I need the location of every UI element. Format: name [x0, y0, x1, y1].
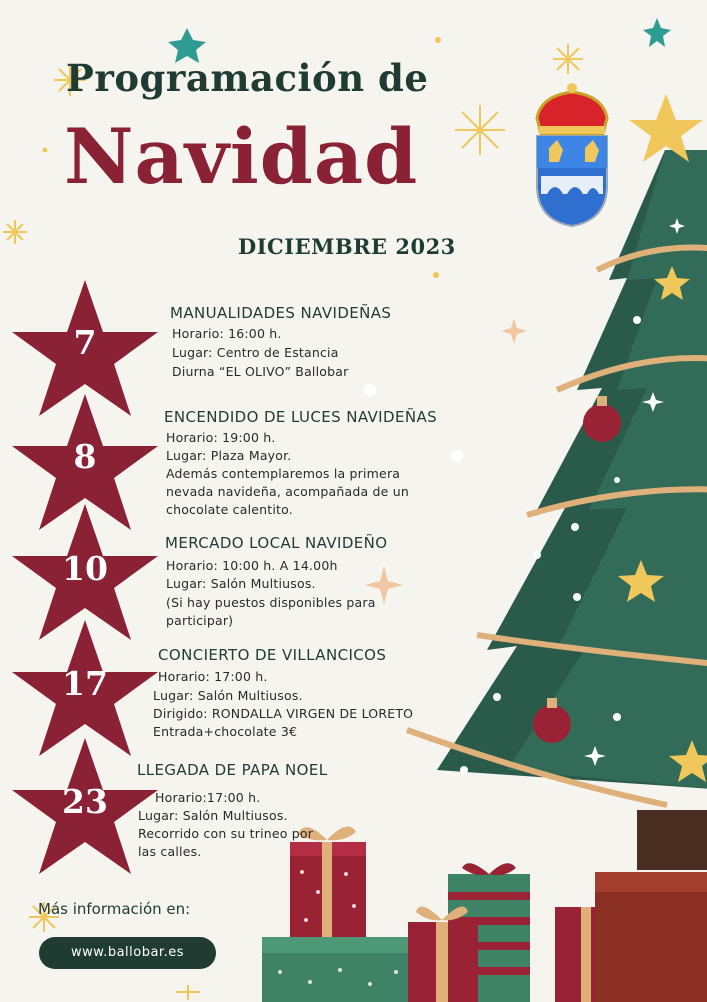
- event-detail: chocolate calentito.: [166, 502, 293, 517]
- event-day: 7: [73, 323, 97, 362]
- event-detail: las calles.: [138, 844, 202, 859]
- event-title: CONCIERTO DE VILLANCICOS: [158, 646, 387, 664]
- title-line-1: Programación de: [66, 56, 429, 100]
- event-detail: participar): [166, 613, 234, 628]
- event-detail: Lugar: Centro de Estancia: [172, 345, 339, 360]
- event-detail: Horario: 19:00 h.: [166, 430, 276, 445]
- website-link[interactable]: www.ballobar.es: [39, 937, 216, 969]
- more-info-label: Más información en:: [38, 900, 191, 918]
- event-detail: Diurna “EL OLIVO” Ballobar: [172, 364, 349, 379]
- date-heading: DICIEMBRE 2023: [238, 234, 456, 259]
- event-title: MERCADO LOCAL NAVIDEÑO: [165, 534, 388, 552]
- gift-box-icon: [250, 812, 707, 1002]
- event-detail: Recorrido con su trineo por: [138, 826, 314, 841]
- event-detail: Lugar: Salón Multiusos.: [138, 808, 288, 823]
- event-title: MANUALIDADES NAVIDEÑAS: [170, 304, 392, 322]
- event-day: 8: [73, 437, 97, 476]
- event-detail: Lugar: Plaza Mayor.: [166, 448, 292, 463]
- event-detail: Lugar: Salón Multiusos.: [153, 688, 303, 703]
- event-day: 10: [62, 549, 108, 588]
- event-detail: Horario: 10:00 h. A 14.00h: [166, 558, 338, 573]
- title-line-2: Navidad: [64, 112, 419, 201]
- event-title: LLEGADA DE PAPA NOEL: [137, 761, 328, 779]
- event-detail: (Si hay puestos disponibles para: [166, 595, 376, 610]
- event-detail: Horario: 17:00 h.: [158, 669, 268, 684]
- event-detail: Horario: 16:00 h.: [172, 326, 282, 341]
- event-day: 17: [62, 664, 108, 703]
- event-detail: Lugar: Salón Multiusos.: [166, 576, 316, 591]
- event-detail: Además contemplaremos la primera: [166, 466, 401, 481]
- event-detail: Horario:17:00 h.: [155, 790, 261, 805]
- event-detail: nevada navideña, acompañada de un: [166, 484, 409, 499]
- event-title: ENCENDIDO DE LUCES NAVIDEÑAS: [164, 408, 438, 426]
- event-detail: Dirigido: RONDALLA VIRGEN DE LORETO: [153, 706, 414, 721]
- event-day: 23: [62, 782, 108, 821]
- event-detail: Entrada+chocolate 3€: [153, 724, 298, 739]
